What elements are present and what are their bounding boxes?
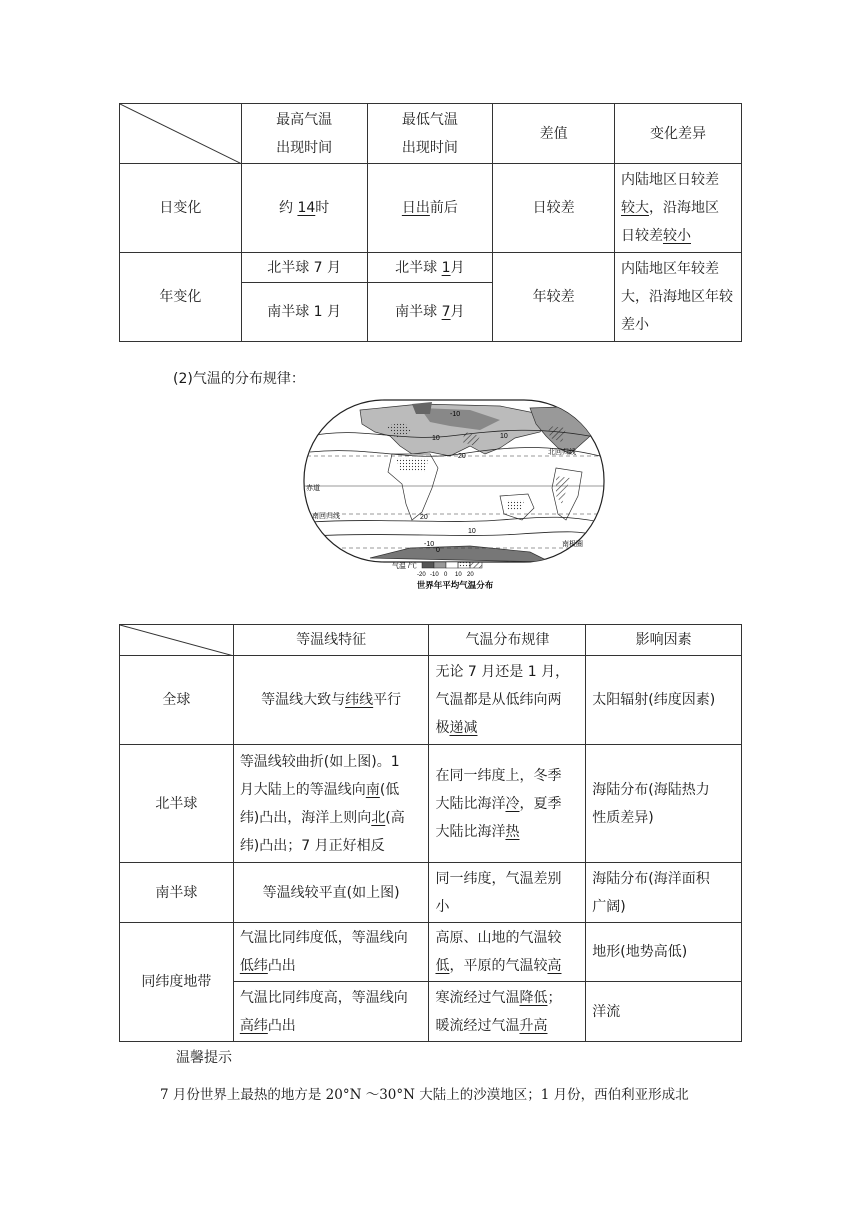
tropic-south-label: 南回归线: [312, 513, 340, 520]
terrain-rule: 高原、山地的气温较 低，平原的气温较高: [429, 923, 586, 982]
temperature-variation-table: [119, 103, 742, 342]
year-max-south: 南半球 1 月: [241, 283, 367, 342]
day-variation: 内陆地区日较差 较大，沿海地区 日较差较小: [614, 164, 741, 253]
legend-swatches: [422, 562, 482, 568]
world-temperature-map: [300, 396, 610, 592]
north-factor: 海陆分布(海陆热力 性质差异): [586, 745, 742, 863]
tip-text: 7 月份世界上最热的地方是 20°N ～30°N 大陆上的沙漠地区；1 月份，西伯利亚形成北: [160, 1087, 689, 1103]
legend-label: 气温 /℃: [392, 563, 417, 570]
map-title: 世界年平均气温分布: [416, 580, 494, 590]
header-variation: 变化差异: [614, 104, 741, 164]
year-max-north: 北半球 7 月: [241, 253, 367, 283]
antarctic-label: 南极圈: [562, 541, 583, 548]
legend-tick: 20: [467, 572, 474, 578]
global-feature: 等温线大致与纬线平行: [233, 656, 429, 745]
tip-title: 温馨提示: [176, 1050, 232, 1066]
isotherm-label: 10: [500, 433, 508, 440]
legend-tick: -10: [430, 572, 439, 578]
header-factor: 影响因素: [586, 625, 742, 656]
row-label-same-latitude: 同纬度地带: [120, 923, 234, 1042]
isotherm-label: -10: [424, 541, 435, 548]
year-diff: 年较差: [493, 253, 615, 342]
isotherm-label: 0: [436, 547, 440, 554]
terrain-feature: 气温比同纬度低，等温线向 低纬凸出: [233, 923, 429, 982]
current-feature: 气温比同纬度高，等温线向 高纬凸出: [233, 982, 429, 1042]
row-label-north: 北半球: [120, 745, 234, 863]
day-max-time: 约 14时: [241, 164, 367, 253]
header-diff: 差值: [493, 104, 615, 164]
terrain-factor: 地形(地势高低): [586, 923, 742, 982]
tropic-north-label: 北回归线: [548, 449, 576, 456]
header-distribution-rule: 气温分布规律: [429, 625, 586, 656]
row-label-day: 日变化: [120, 164, 242, 253]
current-rule: 寒流经过气温降低； 暖流经过气温升高: [429, 982, 586, 1042]
legend-tick: 0: [444, 572, 448, 578]
south-rule: 同一纬度，气温差别 小: [429, 863, 586, 923]
section-title: (2)气温的分布规律：: [173, 371, 305, 387]
south-feature: 等温线较平直(如上图): [233, 863, 429, 923]
row-label-south: 南半球: [120, 863, 234, 923]
north-feature: 等温线较曲折(如上图)。1 月大陆上的等温线向南(低 纬)凸出，海洋上则向北(高 纬)凸出；7 月正好相反: [233, 745, 429, 863]
day-diff: 日较差: [493, 164, 615, 253]
year-min-north: 北半球 1月: [367, 253, 493, 283]
isotherm-label: 10: [432, 435, 440, 442]
header-min-time: 最低气温 出现时间: [367, 104, 493, 164]
diagonal-header-cell: [120, 625, 234, 656]
year-min-south: 南半球 7月: [367, 283, 493, 342]
global-rule: 无论 7 月还是 1 月， 气温都是从低纬向两 极递减: [429, 656, 586, 745]
row-label-year: 年变化: [120, 253, 242, 342]
temperature-distribution-table: [119, 624, 742, 1042]
header-isotherm-feature: 等温线特征: [233, 625, 429, 656]
day-min-time: 日出前后: [367, 164, 493, 253]
legend-tick: 10: [455, 572, 462, 578]
legend-tick: -20: [417, 572, 426, 578]
isotherm-label: 20: [420, 514, 428, 521]
map-graphic: [300, 396, 610, 592]
north-rule: 在同一纬度上，冬季 大陆比海洋冷，夏季 大陆比海洋热: [429, 745, 586, 863]
current-factor: 洋流: [586, 982, 742, 1042]
equator-label: 赤道: [306, 485, 320, 492]
year-variation: 内陆地区年较差大，沿海地区年较差小: [614, 253, 741, 342]
diagonal-header-cell: [120, 104, 242, 164]
isotherm-label: 10: [468, 528, 476, 535]
row-label-global: 全球: [120, 656, 234, 745]
global-factor: 太阳辐射(纬度因素): [586, 656, 742, 745]
isotherm-label: 20: [458, 453, 466, 460]
header-max-time: 最高气温 出现时间: [241, 104, 367, 164]
south-factor: 海陆分布(海洋面积 广阔): [586, 863, 742, 923]
isotherm-label: -10: [450, 411, 461, 418]
